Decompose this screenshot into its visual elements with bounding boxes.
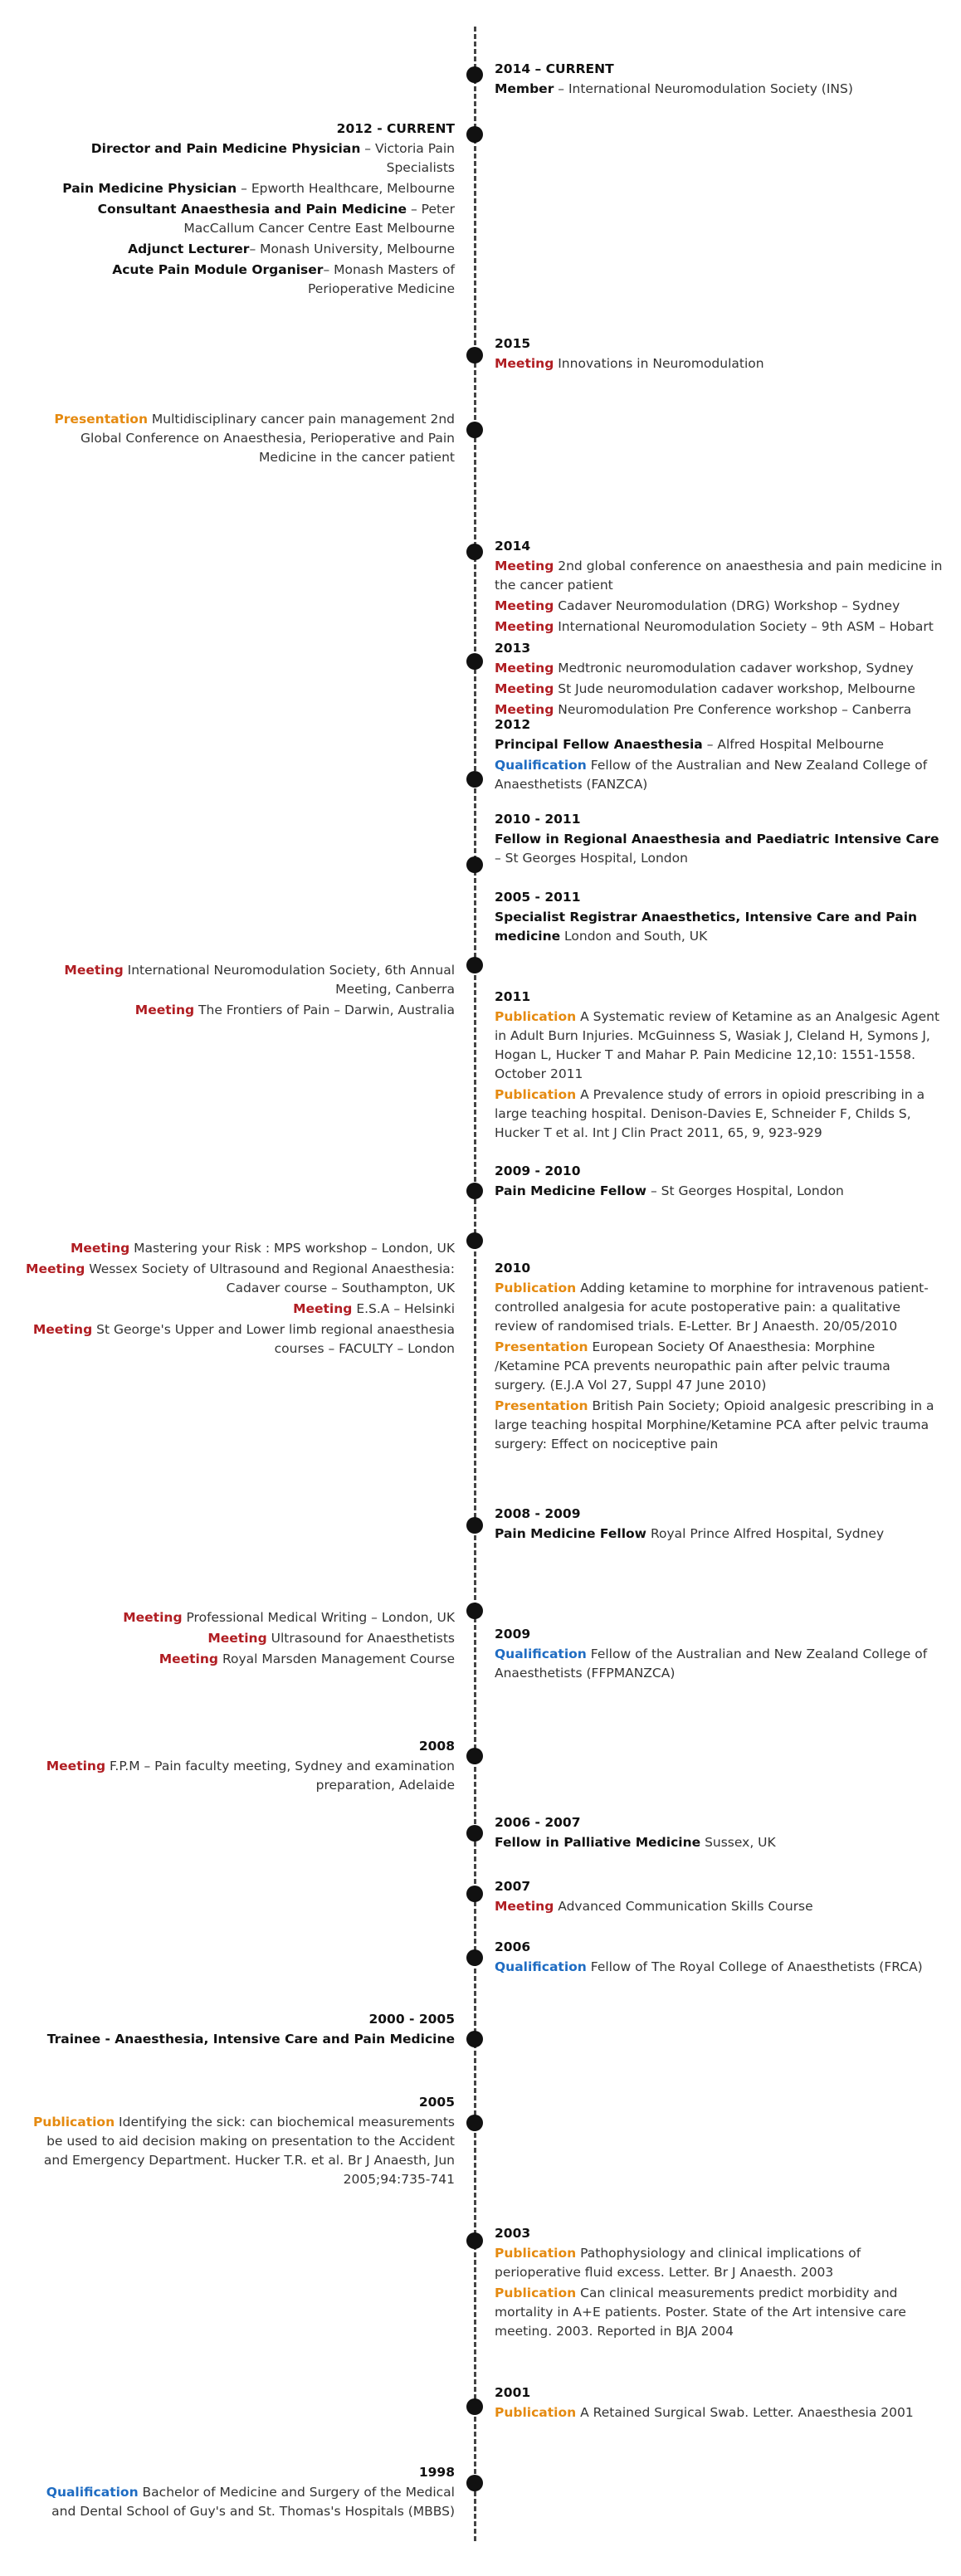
entry-line — [495, 1338, 943, 1395]
entry-text: Identifying the sick: can biochemical measurements be used to aid decision making on presentation to the Accident and Emergency Department. Hucker T.R. et al. Br J Anaesth, Jun 2005;94:735-741 — [43, 2115, 455, 2187]
entry-role: Specialist Registrar Anaesthetics, Intensive Care and Pain medicine — [495, 910, 918, 944]
entry-line — [495, 1645, 943, 1683]
entry-line — [495, 680, 943, 699]
timeline-entry — [23, 1608, 455, 1671]
entry-text: – Peter MacCallum Cancer Centre East Melbourne — [183, 202, 455, 236]
entry-text: British Pain Society; Opioid analgesic prescribing in a large teaching hospital Morphine/Ketamine PCA after pelvic trauma surgery: Effect on nociceptive pain — [495, 1398, 934, 1451]
entry-text: European Society Of Anaesthesia: Morphine /Ketamine PCA prevents neuropathic pain after pelvic trauma surgery. (E.J.A Vol 27, Suppl 47 June 2010) — [495, 1339, 890, 1393]
entry-text: London and South, UK — [560, 929, 708, 944]
meeting-tag: Meeting — [495, 702, 554, 717]
entry-year: 2010 - 2011 — [495, 812, 581, 827]
entry-year: 2012 — [495, 717, 531, 732]
meeting-tag: Meeting — [495, 1899, 554, 1914]
entry-role: Pain Medicine Fellow — [495, 1183, 647, 1198]
meeting-tag: Meeting — [495, 598, 554, 613]
entry-line — [495, 1182, 943, 1201]
timeline-dot — [466, 771, 483, 788]
timeline-dot — [466, 1603, 483, 1619]
qualification-tag: Qualification — [495, 1647, 587, 1661]
entry-text: A Retained Surgical Swab. Letter. Anaesthesia 2001 — [576, 2405, 914, 2420]
timeline-entry — [495, 1259, 943, 1456]
entry-year: 2006 - 2007 — [495, 1815, 581, 1830]
entry-text: Multidisciplinary cancer pain management 2nd Global Conference on Anaesthesia, Perioperative and Pain Medicine in the cancer patient — [80, 412, 455, 465]
meeting-tag: Meeting — [495, 356, 554, 371]
entry-text: – St Georges Hospital, London — [495, 851, 688, 866]
entry-line — [23, 1239, 455, 1258]
entry-year: 2008 — [418, 1739, 455, 1754]
timeline-entry — [495, 1505, 943, 1545]
entry-text: E.S.A – Helsinki — [352, 1301, 455, 1316]
entry-text: St George's Upper and Lower limb regional anaesthesia courses – FACULTY – London — [92, 1322, 455, 1356]
publication-tag: Publication — [32, 2115, 115, 2130]
entry-line — [23, 1260, 455, 1298]
timeline-dot — [466, 2398, 483, 2415]
entry-line — [495, 2403, 943, 2422]
entry-text: Fellow of the Australian and New Zealand College of Anaesthetists (FANZCA) — [495, 758, 928, 792]
entry-year: 2009 — [495, 1627, 531, 1642]
timeline-dot — [466, 1748, 483, 1764]
entry-role: Trainee - Anaesthesia, Intensive Care and Pain Medicine — [46, 2032, 455, 2047]
presentation-tag: Presentation — [54, 412, 148, 427]
entry-text: Ultrasound for Anaesthetists — [266, 1631, 455, 1646]
entry-text: – Victoria Pain Specialists — [360, 141, 455, 175]
entry-year: 1998 — [418, 2465, 455, 2480]
timeline-entry — [23, 961, 455, 1022]
entry-text: Adding ketamine to morphine for intravenous patient-controlled analgesia for acute postoperative pain: a qualitative review of randomised trials. E-Letter. Br J Anaesth. 20/05/2010 — [495, 1281, 929, 1334]
entry-line — [495, 1279, 943, 1336]
entry-text: The Frontiers of Pain – Darwin, Australia — [194, 1003, 455, 1017]
timeline-entry — [495, 334, 943, 375]
entry-text: Advanced Communication Skills Course — [554, 1899, 813, 1914]
timeline-entry — [23, 410, 455, 469]
entry-text: – Epworth Healthcare, Melbourne — [237, 181, 455, 196]
timeline-axis — [474, 27, 476, 2541]
timeline-dot — [466, 347, 483, 363]
entry-line — [495, 659, 943, 678]
entry-text: – Monash University, Melbourne — [249, 242, 455, 256]
entry-text: Pathophysiology and clinical implications of perioperative fluid excess. Letter. Br J Anaesth. 2003 — [495, 2246, 861, 2280]
publication-tag: Publication — [495, 2246, 577, 2261]
qualification-tag: Qualification — [46, 2485, 139, 2500]
timeline-entry — [495, 988, 943, 1144]
timeline-dot — [466, 126, 483, 143]
timeline-entry — [495, 60, 943, 100]
meeting-tag: Meeting — [495, 681, 554, 696]
entry-year: 2003 — [495, 2226, 531, 2241]
meeting-tag: Meeting — [495, 559, 554, 573]
entry-text: – Monash Masters of Perioperative Medicine — [307, 262, 455, 296]
entry-text: St Jude neuromodulation cadaver workshop, Melbourne — [554, 681, 915, 696]
timeline-dot — [466, 422, 483, 438]
timeline-entry — [23, 120, 455, 300]
timeline-entry — [495, 888, 943, 948]
entry-text: International Neuromodulation Society – 9th ASM – Hobart — [554, 619, 934, 634]
entry-line — [495, 2244, 943, 2282]
entry-role: Fellow in Regional Anaesthesia and Paediatric Intensive Care — [495, 832, 939, 846]
entry-line — [495, 756, 943, 794]
entry-text: 2nd global conference on anaesthesia and pain medicine in the cancer patient — [495, 559, 943, 593]
entry-line — [495, 597, 943, 616]
qualification-tag: Qualification — [495, 1959, 587, 1974]
entry-year: 2015 — [495, 336, 531, 351]
timeline-dot — [466, 856, 483, 873]
entry-role: Director and Pain Medicine Physician — [90, 141, 361, 156]
entry-role: Fellow in Palliative Medicine — [495, 1835, 701, 1850]
entry-text: Medtronic neuromodulation cadaver workshop, Sydney — [554, 661, 914, 676]
entry-text: Fellow of The Royal College of Anaesthetists (FRCA) — [586, 1959, 923, 1974]
meeting-tag: Meeting — [123, 1610, 183, 1625]
meeting-tag: Meeting — [70, 1241, 130, 1256]
entry-line — [23, 2483, 455, 2521]
entry-text: Sussex, UK — [700, 1835, 776, 1850]
entry-text: Cadaver Neuromodulation (DRG) Workshop – Sydney — [554, 598, 900, 613]
entry-line — [23, 200, 455, 238]
timeline-dot — [466, 544, 483, 560]
entry-year: 2010 — [495, 1261, 531, 1276]
timeline-dot — [466, 1232, 483, 1249]
meeting-tag: Meeting — [495, 661, 554, 676]
entry-year: 2009 - 2010 — [495, 1164, 581, 1178]
entry-year: 2008 - 2009 — [495, 1506, 581, 1521]
entry-role: Member — [495, 81, 554, 96]
timeline-entry — [23, 2463, 455, 2523]
entry-year: 2013 — [495, 641, 531, 656]
meeting-tag: Meeting — [293, 1301, 353, 1316]
timeline-dot — [466, 1949, 483, 1966]
entry-line — [495, 830, 943, 868]
entry-line — [495, 1086, 943, 1143]
entry-line — [23, 2113, 455, 2189]
timeline-entry — [23, 1737, 455, 1797]
meeting-tag: Meeting — [495, 619, 554, 634]
timeline-dot — [466, 1517, 483, 1534]
entry-text: International Neuromodulation Society, 6th Annual Meeting, Canberra — [123, 963, 455, 997]
entry-line — [495, 354, 943, 373]
meeting-tag: Meeting — [26, 1261, 85, 1276]
entry-line — [23, 1320, 455, 1359]
entry-role: Consultant Anaesthesia and Pain Medicine — [97, 202, 407, 217]
entry-year: 2014 – CURRENT — [495, 61, 614, 76]
entry-line — [23, 2030, 455, 2049]
entry-line — [495, 1007, 943, 1084]
entry-line — [23, 410, 455, 467]
entry-line — [23, 1650, 455, 1669]
entry-year: 2006 — [495, 1939, 531, 1954]
presentation-tag: Presentation — [495, 1398, 588, 1413]
entry-line — [495, 1525, 943, 1544]
entry-role: Principal Fellow Anaesthesia — [495, 737, 703, 752]
entry-line — [495, 1958, 943, 1977]
entry-text: – Alfred Hospital Melbourne — [702, 737, 885, 752]
entry-role: Acute Pain Module Organiser — [112, 262, 324, 277]
timeline-entry — [23, 2010, 455, 2051]
timeline-dot — [466, 2475, 483, 2491]
entry-line — [23, 1300, 455, 1319]
entry-line — [23, 1608, 455, 1627]
timeline-dot — [466, 1825, 483, 1842]
entry-text: Innovations in Neuromodulation — [554, 356, 764, 371]
timeline-entry — [495, 1877, 943, 1918]
timeline-entry — [23, 2093, 455, 2191]
entry-text: Bachelor of Medicine and Surgery of the Medical and Dental School of Guy's and St. Thomas's Hospitals (MBBS) — [51, 2485, 455, 2519]
timeline-entry — [495, 1813, 943, 1854]
entry-line — [495, 557, 943, 595]
publication-tag: Publication — [495, 1281, 577, 1295]
entry-text: Royal Marsden Management Course — [218, 1651, 455, 1666]
timeline-entry — [495, 1625, 943, 1685]
timeline-dot — [466, 1183, 483, 1199]
entry-line — [23, 139, 455, 178]
entry-line — [23, 961, 455, 999]
entry-text: Neuromodulation Pre Conference workshop – Canberra — [554, 702, 912, 717]
entry-line — [23, 1001, 455, 1020]
entry-year: 2007 — [495, 1879, 531, 1894]
entry-year: 2014 — [495, 539, 531, 554]
entry-line — [23, 179, 455, 198]
timeline-entry — [495, 2383, 943, 2424]
entry-year: 2012 - CURRENT — [336, 121, 455, 136]
timeline-entry — [23, 1239, 455, 1360]
timeline-entry — [495, 1162, 943, 1203]
meeting-tag: Meeting — [159, 1651, 219, 1666]
entry-line — [495, 2284, 943, 2341]
timeline-entry — [495, 715, 943, 796]
timeline-dot — [466, 653, 483, 670]
entry-line — [495, 735, 943, 754]
publication-tag: Publication — [495, 1087, 577, 1102]
entry-line — [495, 1897, 943, 1916]
timeline-dot — [466, 957, 483, 973]
entry-year: 2001 — [495, 2385, 531, 2400]
qualification-tag: Qualification — [495, 758, 587, 773]
publication-tag: Publication — [495, 2405, 577, 2420]
entry-line — [495, 1833, 943, 1852]
timeline-dot — [466, 66, 483, 83]
entry-year: 2005 — [418, 2095, 455, 2110]
entry-role: Pain Medicine Fellow — [495, 1526, 647, 1541]
meeting-tag: Meeting — [32, 1322, 93, 1337]
timeline-entry — [495, 2224, 943, 2343]
entry-line — [495, 908, 943, 946]
entry-year: 2005 - 2011 — [495, 890, 581, 905]
entry-text: – St Georges Hospital, London — [646, 1183, 844, 1198]
timeline-entry — [495, 1938, 943, 1978]
timeline-dot — [466, 2232, 483, 2249]
entry-text: A Prevalence study of errors in opioid prescribing in a large teaching hospital. Denison-Davies E, Schneider F, Childs S, Hucker T et al. Int J Clin Pract 2011, 65, 9, 923-929 — [495, 1087, 925, 1140]
meeting-tag: Meeting — [64, 963, 124, 978]
entry-line — [23, 1757, 455, 1795]
entry-line — [23, 1629, 455, 1648]
entry-line — [23, 261, 455, 299]
timeline-entry — [495, 639, 943, 721]
timeline-entry — [495, 810, 943, 870]
entry-text: Can clinical measurements predict morbidity and mortality in A+E patients. Poster. State of the Art intensive care meeting. 2003. Reported in BJA 2004 — [495, 2286, 906, 2339]
timeline-dot — [466, 2115, 483, 2131]
entry-text: Professional Medical Writing – London, UK — [182, 1610, 455, 1625]
entry-line — [495, 80, 943, 99]
timeline-dot — [466, 1886, 483, 1902]
entry-text: – International Neuromodulation Society (INS) — [554, 81, 853, 96]
meeting-tag: Meeting — [207, 1631, 267, 1646]
entry-line — [495, 617, 943, 637]
publication-tag: Publication — [495, 1009, 577, 1024]
publication-tag: Publication — [495, 2286, 577, 2300]
entry-text: F.P.M – Pain faculty meeting, Sydney and examination preparation, Adelaide — [105, 1759, 455, 1793]
presentation-tag: Presentation — [495, 1339, 588, 1354]
entry-text: A Systematic review of Ketamine as an Analgesic Agent in Adult Burn Injuries. McGuinness S, Wasiak J, Cleland H, Symons J, Hogan L, Hucker T and Mahar P. Pain Medicine 12,10: 1551-1558. October 2011 — [495, 1009, 940, 1081]
entry-text: Fellow of the Australian and New Zealand College of Anaesthetists (FFPMANZCA) — [495, 1647, 928, 1681]
entry-year: 2000 - 2005 — [368, 2012, 455, 2027]
meeting-tag: Meeting — [46, 1759, 106, 1773]
entry-year: 2011 — [495, 989, 531, 1004]
entry-line — [495, 1397, 943, 1454]
timeline-entry — [495, 537, 943, 638]
entry-text: Wessex Society of Ultrasound and Regional Anaesthesia: Cadaver course – Southampton, UK — [85, 1261, 455, 1295]
entry-text: Royal Prince Alfred Hospital, Sydney — [646, 1526, 885, 1541]
meeting-tag: Meeting — [134, 1003, 195, 1017]
entry-role: Pain Medicine Physician — [62, 181, 237, 196]
entry-text: Mastering your Risk : MPS workshop – London, UK — [129, 1241, 455, 1256]
entry-role: Adjunct Lecturer — [128, 242, 250, 256]
entry-line — [23, 240, 455, 259]
timeline-dot — [466, 2031, 483, 2047]
